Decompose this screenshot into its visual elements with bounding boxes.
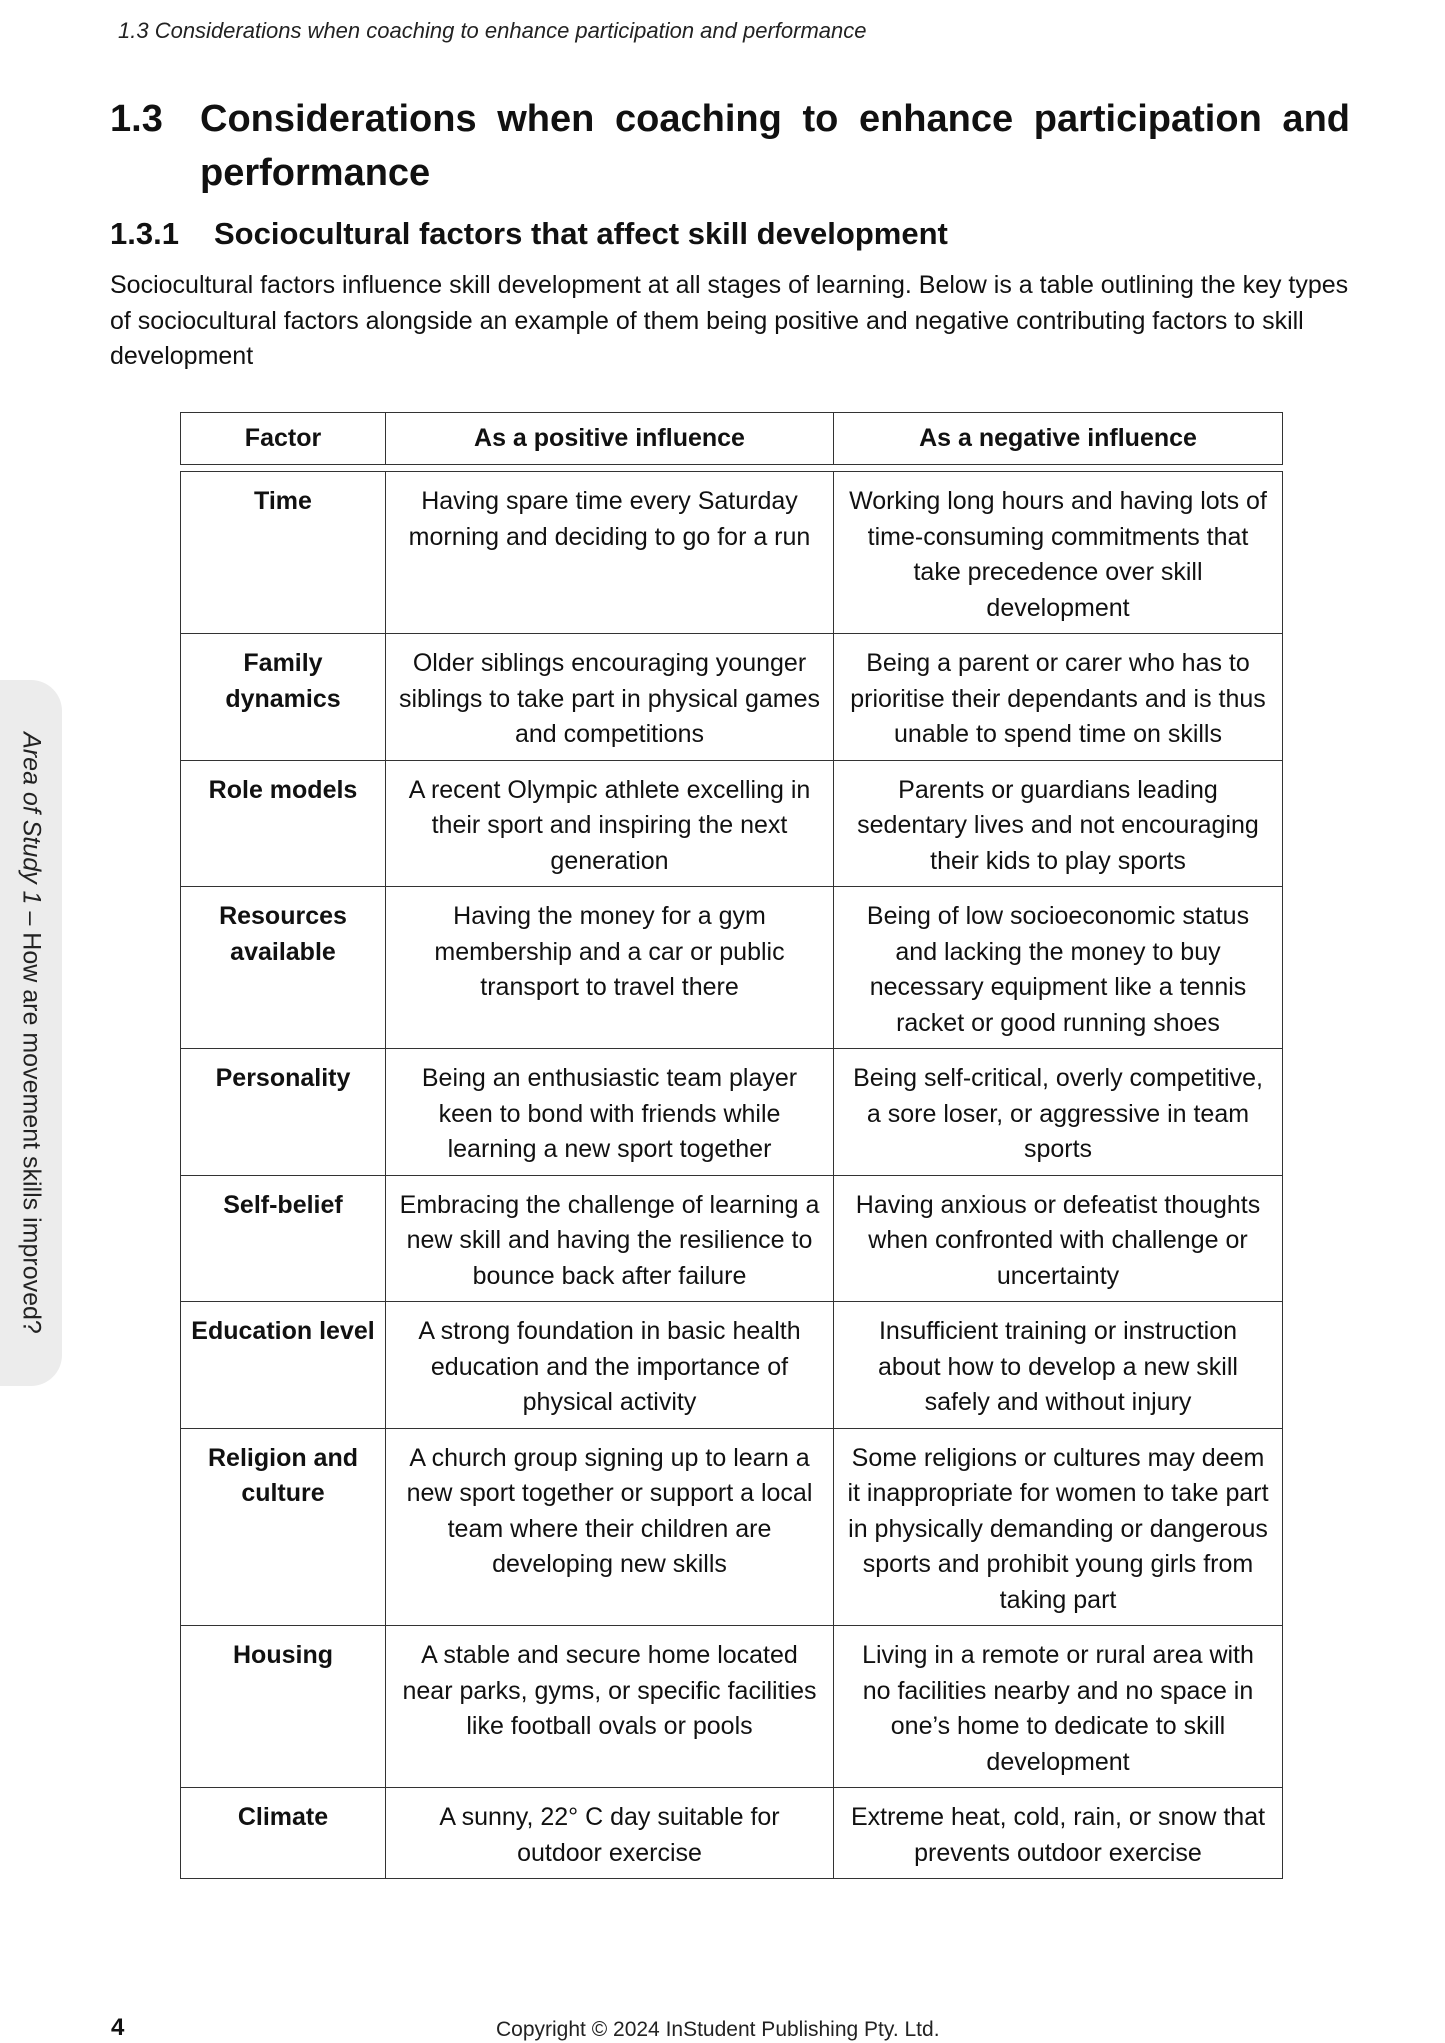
side-tab-label (17, 732, 46, 1334)
factor-cell: Family dynamics (181, 634, 386, 761)
table-row (181, 1788, 1283, 1879)
header-factor: Factor (181, 413, 386, 465)
table-row (181, 634, 1283, 761)
factor-cell: Resources available (181, 887, 386, 1049)
table-row (181, 1428, 1283, 1626)
negative-influence-cell: Working long hours and having lots of time-consuming commitments that take precedence over skill development (834, 472, 1283, 634)
factor-cell: Role models (181, 760, 386, 887)
header-positive: As a positive influence (386, 413, 834, 465)
negative-influence-cell: Being a parent or carer who has to prioritise their dependants and is thus unable to spend time on skills (834, 634, 1283, 761)
negative-influence-cell: Parents or guardians leading sedentary lives and not encouraging their kids to play sports (834, 760, 1283, 887)
factor-cell: Time (181, 472, 386, 634)
positive-influence-cell: Having spare time every Saturday morning and deciding to go for a run (386, 472, 834, 634)
side-tab (0, 680, 62, 1386)
header-negative: As a negative influence (834, 413, 1283, 465)
section-heading (110, 92, 1350, 200)
page-number: 4 (111, 2014, 125, 2041)
positive-influence-cell: Being an enthusiastic team player keen to bond with friends while learning a new sport together (386, 1049, 834, 1176)
negative-influence-cell: Being self-critical, overly competitive, a sore loser, or aggressive in team sports (834, 1049, 1283, 1176)
table-row (181, 760, 1283, 887)
negative-influence-cell: Living in a remote or rural area with no facilities nearby and no space in one’s home to dedicate to skill development (834, 1626, 1283, 1788)
negative-influence-cell: Having anxious or defeatist thoughts when confronted with challenge or uncertainty (834, 1175, 1283, 1302)
table-row (181, 1626, 1283, 1788)
negative-influence-cell: Being of low socioeconomic status and lacking the money to buy necessary equipment like a tennis racket or good running shoes (834, 887, 1283, 1049)
factor-cell: Self-belief (181, 1175, 386, 1302)
section-title: Considerations when coaching to enhance participation and performance (200, 98, 1350, 194)
sociocultural-factors-table (180, 412, 1283, 1879)
side-tab-separator: – (17, 904, 46, 933)
table-row (181, 472, 1283, 634)
positive-influence-cell: A recent Olympic athlete excelling in their sport and inspiring the next generation (386, 760, 834, 887)
positive-influence-cell: Having the money for a gym membership and a car or public transport to travel there (386, 887, 834, 1049)
section-number: 1.3 (110, 98, 163, 140)
factor-cell: Religion and culture (181, 1428, 386, 1626)
subsection-title: Sociocultural factors that affect skill development (214, 216, 948, 251)
table-body (181, 465, 1283, 1879)
subsection-number: 1.3.1 (110, 216, 179, 251)
table-row (181, 1302, 1283, 1429)
factor-cell: Housing (181, 1626, 386, 1788)
factor-cell: Climate (181, 1788, 386, 1879)
factor-cell: Personality (181, 1049, 386, 1176)
table-row (181, 887, 1283, 1049)
copyright-notice: Copyright © 2024 InStudent Publishing Pty. Ltd. (496, 2018, 940, 2041)
negative-influence-cell: Extreme heat, cold, rain, or snow that prevents outdoor exercise (834, 1788, 1283, 1879)
positive-influence-cell: A church group signing up to learn a new sport together or support a local team where their children are developing new skills (386, 1428, 834, 1626)
positive-influence-cell: A stable and secure home located near parks, gyms, or specific facilities like football ovals or pools (386, 1626, 834, 1788)
table-row (181, 1175, 1283, 1302)
positive-influence-cell: Older siblings encouraging younger siblings to take part in physical games and competitions (386, 634, 834, 761)
intro-paragraph: Sociocultural factors influence skill development at all stages of learning. Below is a table outlining the key types of sociocultural factors alongside an example of them being positive and negative contributing factors to skill development (110, 271, 1349, 370)
negative-influence-cell: Some religions or cultures may deem it inappropriate for women to take part in physically demanding or dangerous sports and prohibit young girls from taking part (834, 1428, 1283, 1626)
subsection-heading (110, 214, 948, 254)
header-gap (181, 465, 1283, 472)
running-header: 1.3 Considerations when coaching to enhance participation and performance (118, 18, 867, 43)
factor-cell: Education level (181, 1302, 386, 1429)
positive-influence-cell: A strong foundation in basic health education and the importance of physical activity (386, 1302, 834, 1429)
table-header-row (181, 413, 1283, 465)
table-row (181, 1049, 1283, 1176)
side-tab-area: Area of Study 1 (17, 732, 46, 905)
positive-influence-cell: Embracing the challenge of learning a new skill and having the resilience to bounce back after failure (386, 1175, 834, 1302)
side-tab-question: How are movement skills improved? (17, 932, 46, 1334)
negative-influence-cell: Insufficient training or instruction about how to develop a new skill safely and without injury (834, 1302, 1283, 1429)
positive-influence-cell: A sunny, 22° C day suitable for outdoor exercise (386, 1788, 834, 1879)
